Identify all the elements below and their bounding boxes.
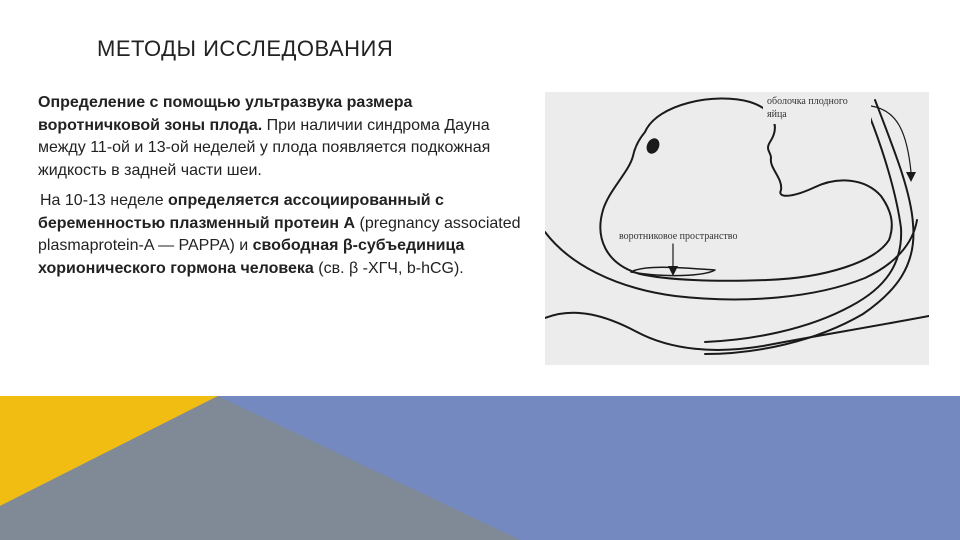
membrane-label-line-1: оболочка плодного [767,96,848,107]
membrane-line-1 [705,100,913,354]
paragraph-1-text: При наличии синдрома Дауна между 11-ой и 13-ой неделей у плода появляется подкожная жидкость в задней части шеи. [38,116,491,179]
paragraph-2-text-2: (pregnancy associated plasmaprotein-A — PAPPA) и [38,214,521,254]
membrane-line-2 [705,100,901,342]
paragraph-1 [38,92,524,182]
membrane-arrowhead [906,172,916,182]
slide-body [38,92,524,280]
paragraph-2-bold-1: определяется ассоциированный с беременностью плазменный протеин А [38,192,444,232]
slide-title: МЕТОДЫ ИССЛЕДОВАНИЯ [97,36,394,61]
fetus-outline [600,99,891,281]
paragraph-1-bold: Определение с помощью ультразвука размера воротничковой зоны плода. [38,94,413,134]
uterine-wall [545,313,929,350]
paragraph-2-bold-2: свободная β-субъединица хорионического гормона человека [38,237,465,277]
fetus-ultrasound-diagram [545,92,929,365]
fetal-eye [644,136,662,156]
membrane-leader [871,106,911,172]
paragraph-2-text-1: На 10-13 неделе [40,192,169,209]
paragraph-2-text-3: (св. β -ХГЧ, b-hCG). [313,259,464,277]
fetus-diagram-svg [545,92,929,365]
decorative-banner [0,396,960,540]
paragraph-2 [38,190,524,280]
nuchal-space-label: воротниковое пространство [619,231,738,242]
nuchal-arrowhead [668,266,678,276]
membrane-label-line-2: яйца [767,109,787,120]
